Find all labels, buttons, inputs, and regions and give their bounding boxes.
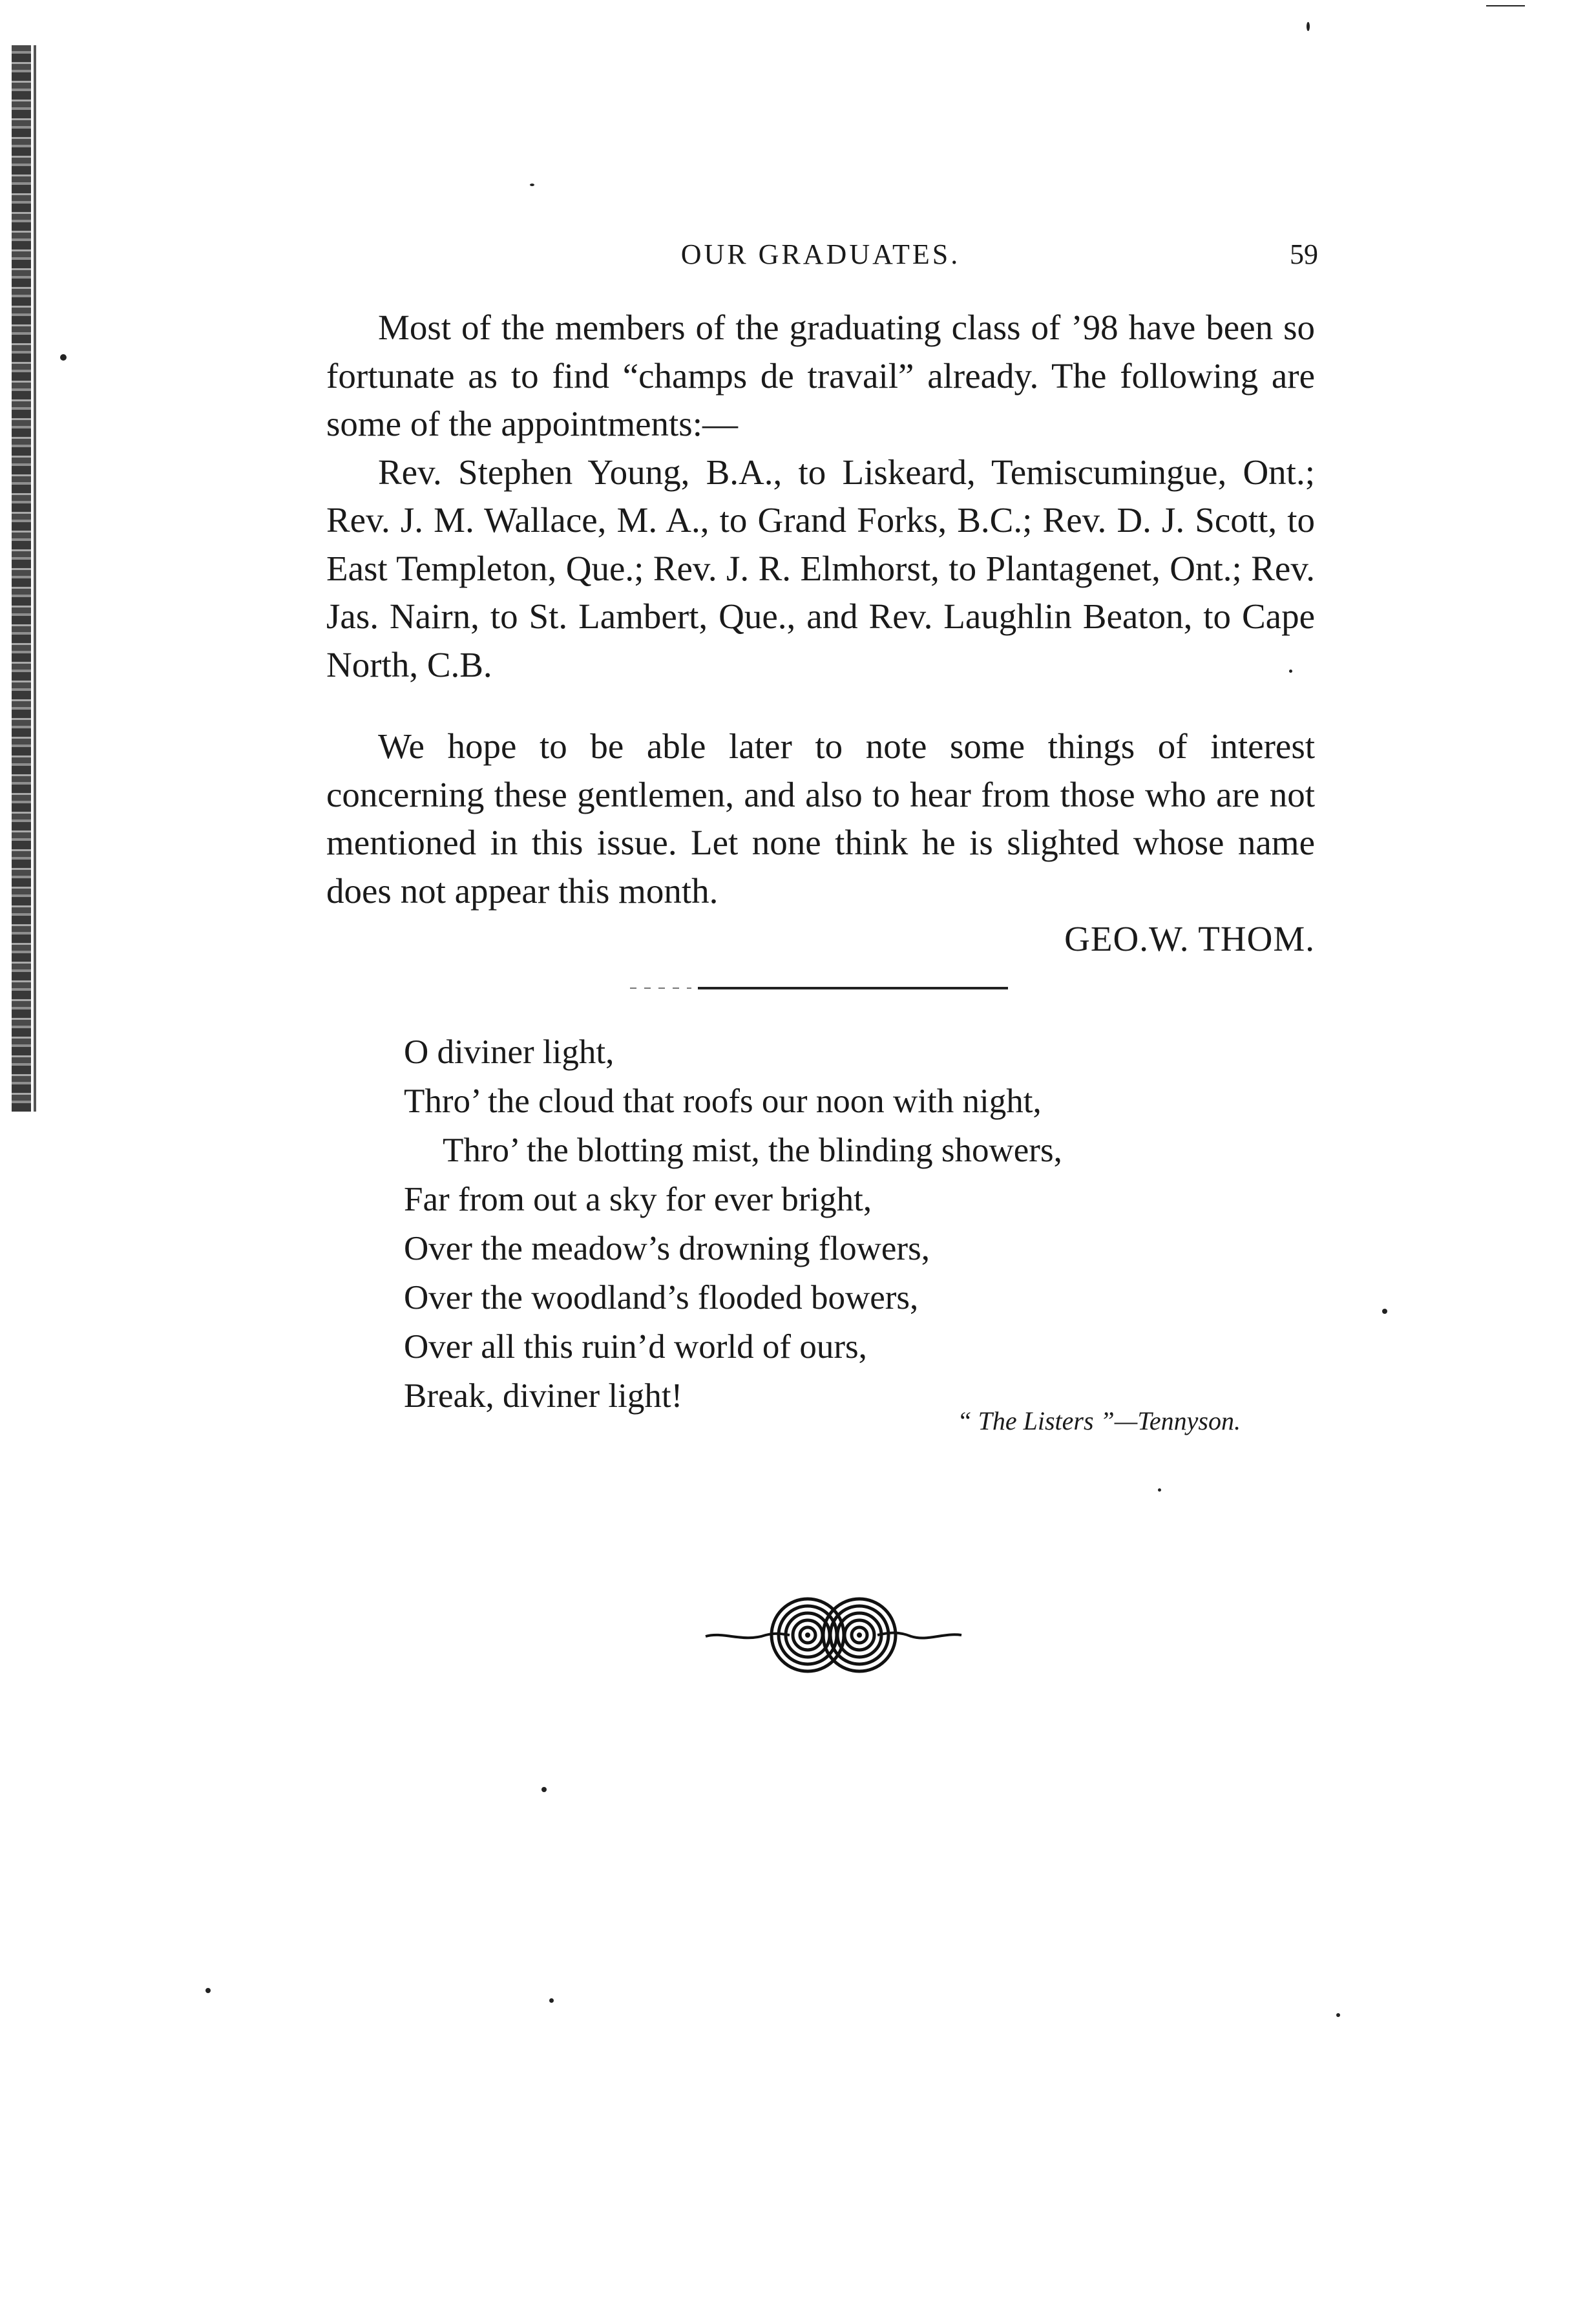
scan-speck	[541, 1787, 547, 1792]
running-head	[323, 238, 1318, 277]
scan-speck	[1382, 1309, 1387, 1314]
poem-line: Break, diviner light!	[404, 1377, 683, 1415]
poem-line: Thro’ the blotting mist, the blinding showers,	[443, 1132, 1062, 1169]
scan-speck	[530, 184, 534, 186]
scan-speck	[549, 1998, 554, 2003]
binding-edge-line	[34, 45, 36, 1112]
section-divider-faint	[630, 988, 691, 989]
section-divider	[698, 987, 1008, 989]
article-body	[326, 304, 1315, 964]
poem-attribution: “ The Listers ”—Tennyson.	[957, 1406, 1241, 1435]
running-title: OUR GRADUATES.	[680, 238, 961, 270]
poem-line: Over the meadow’s drowning flowers,	[404, 1230, 930, 1267]
poem-line: Far from out a sky for ever bright,	[404, 1181, 872, 1218]
poem-line: Thro’ the cloud that roofs our noon with night,	[404, 1083, 1042, 1120]
scan-speck	[205, 1988, 211, 1993]
author-signature: GEO.W. THOM.	[1064, 919, 1315, 958]
scan-speck	[1307, 22, 1310, 31]
binding-edge	[12, 45, 31, 1112]
double-spiral-ornament-icon	[704, 1590, 963, 1680]
poem-line: Over all this ruin’d world of ours,	[404, 1328, 867, 1366]
scan-speck	[60, 354, 67, 361]
article-paragraph: Most of the members of the graduating class of ’98 have been so fortunate as to find “champs de travail” already. The following are some of the appointments:—	[326, 308, 1315, 443]
appointments-paragraph: Rev. Stephen Young, B.A., to Liskeard, Temiscumingue, Ont.; Rev. J. M. Wallace, M. A., to Grand Forks, B.C.; Rev. D. J. Scott, to East Templeton, Que.; Rev. J. R. Elmhorst, to Plantagenet, Ont.; Rev. Jas. Nairn, to St. Lambert, Que., and Rev. Laughlin Beaton, to Cape North, C.B.	[326, 452, 1315, 684]
poem	[404, 1028, 1308, 1421]
poem-line: Over the woodland’s flooded bowers,	[404, 1279, 919, 1316]
closing-paragraph: We hope to be able later to note some things of interest concerning these gentlemen, and also to hear from those who are not mentioned in this issue. Let none think he is slighted whose name does not appear this month.	[326, 726, 1315, 911]
poem-line: O diviner light,	[404, 1033, 614, 1071]
scan-speck	[1158, 1488, 1161, 1492]
scan-speck	[1486, 5, 1525, 6]
page-number: 59	[1290, 238, 1318, 270]
scan-speck	[1336, 2013, 1340, 2017]
